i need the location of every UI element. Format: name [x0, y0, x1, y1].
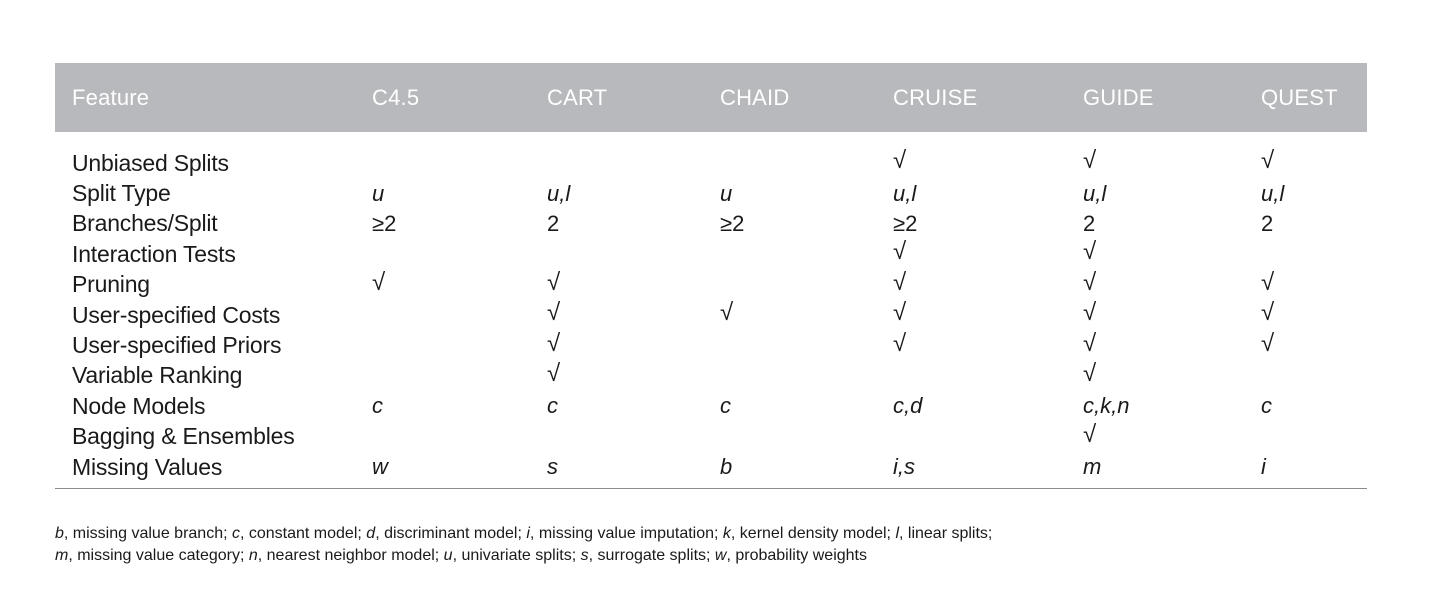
check-mark-icon: √	[893, 147, 907, 175]
cell-cart: s	[547, 454, 558, 480]
cell-cruise: u,l	[893, 180, 917, 206]
cell-cruise	[893, 148, 1083, 178]
cell-quest	[1261, 330, 1367, 360]
check-mark-icon: √	[547, 299, 561, 327]
cell-cart: 2	[547, 210, 560, 236]
footnote-abbreviation: n	[248, 547, 258, 564]
footnote-definition: , discriminant model;	[375, 525, 527, 542]
check-mark-icon: √	[1083, 420, 1097, 448]
cell-guide: u,l	[1083, 180, 1107, 206]
table-row	[55, 270, 1367, 300]
cell-chaid: ≥2	[720, 210, 745, 236]
feature-label: Unbiased Splits	[72, 149, 229, 176]
check-mark-icon: √	[372, 268, 386, 296]
cell-guide	[1083, 239, 1261, 269]
feature-label: Branches/Split	[72, 210, 218, 237]
header-cart: CART	[547, 84, 608, 110]
cell-cruise: i,s	[893, 454, 915, 480]
footnote-definition: , missing value imputation;	[529, 525, 723, 542]
footnote-abbreviation: d	[366, 525, 376, 542]
cell-cart	[547, 330, 720, 360]
check-mark-icon: √	[893, 299, 907, 327]
cell-chaid	[720, 422, 893, 452]
feature-label: Missing Values	[72, 453, 223, 480]
cell-guide: 2	[1083, 210, 1096, 236]
feature-label: Bagging & Ensembles	[72, 423, 295, 450]
cell-cruise	[893, 330, 1083, 360]
feature-label: Split Type	[72, 180, 171, 207]
cell-cart	[547, 300, 720, 330]
check-mark-icon: √	[547, 329, 561, 357]
decision-tree-feature-table	[55, 63, 1367, 488]
footnote-line-1	[55, 523, 1355, 545]
table-row	[55, 209, 1367, 239]
cell-cruise	[893, 239, 1083, 269]
header-spacer	[55, 132, 1367, 148]
table-row	[55, 452, 1367, 488]
cell-cart	[547, 361, 720, 391]
cell-quest	[1261, 300, 1367, 330]
cell-guide: m	[1083, 454, 1102, 480]
check-mark-icon: √	[547, 359, 561, 387]
cell-quest: 2	[1261, 210, 1274, 236]
table-header	[55, 63, 1367, 132]
footnote-definition: , kernel density model;	[730, 525, 896, 542]
cell-chaid	[720, 300, 893, 330]
cell-quest	[1261, 270, 1367, 300]
check-mark-icon: √	[1083, 359, 1097, 387]
cell-c45: ≥2	[372, 210, 397, 236]
cell-cruise: c,d	[893, 393, 923, 419]
feature-label: Variable Ranking	[72, 362, 243, 389]
cell-c45	[372, 148, 547, 178]
cell-c45: u	[372, 180, 385, 206]
cell-quest: i	[1261, 454, 1266, 480]
cell-c45	[372, 330, 547, 360]
footnote-definition: , linear splits;	[899, 525, 993, 542]
footnote-abbreviation: u	[443, 547, 453, 564]
cell-c45	[372, 361, 547, 391]
cell-cruise	[893, 300, 1083, 330]
cell-chaid	[720, 148, 893, 178]
check-mark-icon: √	[1261, 147, 1275, 175]
cell-cart	[547, 422, 720, 452]
table-row	[55, 391, 1367, 421]
footnote-abbreviation: b	[55, 525, 64, 542]
check-mark-icon: √	[1261, 299, 1275, 327]
footnote-abbreviation: m	[55, 547, 69, 564]
footnote-definition: , probability weights	[726, 547, 867, 564]
cell-c45	[372, 422, 547, 452]
cell-c45	[372, 239, 547, 269]
check-mark-icon: √	[893, 268, 907, 296]
header-cruise: CRUISE	[893, 84, 978, 110]
cell-guide	[1083, 422, 1261, 452]
cell-chaid	[720, 239, 893, 269]
cell-guide	[1083, 148, 1261, 178]
check-mark-icon: √	[893, 238, 907, 266]
cell-c45: c	[372, 393, 383, 419]
cell-cart	[547, 239, 720, 269]
header-quest: QUEST	[1261, 84, 1338, 110]
cell-cruise	[893, 361, 1083, 391]
feature-label: Pruning	[72, 271, 150, 298]
cell-cart: u,l	[547, 180, 571, 206]
footnote-abbreviation: i	[526, 525, 530, 542]
cell-guide	[1083, 270, 1261, 300]
table-row	[55, 178, 1367, 208]
table-bottom-rule	[55, 488, 1367, 489]
cell-cruise: ≥2	[893, 210, 918, 236]
check-mark-icon: √	[547, 268, 561, 296]
footnote-abbreviation: c	[231, 525, 240, 542]
cell-chaid	[720, 270, 893, 300]
cell-chaid: c	[720, 393, 731, 419]
header-feature: Feature	[72, 84, 150, 110]
cell-quest	[1261, 361, 1367, 391]
feature-label: Node Models	[72, 392, 206, 419]
table-row	[55, 300, 1367, 330]
footnote-definition: , univariate splits;	[452, 547, 581, 564]
cell-cart	[547, 148, 720, 178]
cell-chaid	[720, 330, 893, 360]
check-mark-icon: √	[1261, 329, 1275, 357]
cell-c45	[372, 270, 547, 300]
comparison-table-wrapper	[55, 63, 1367, 489]
check-mark-icon: √	[1083, 329, 1097, 357]
table-row	[55, 148, 1367, 178]
table-row	[55, 422, 1367, 452]
header-guide: GUIDE	[1083, 84, 1154, 110]
cell-quest: u,l	[1261, 180, 1285, 206]
check-mark-icon: √	[720, 299, 734, 327]
cell-chaid: u	[720, 180, 733, 206]
footnote-definition: , missing value category;	[68, 547, 249, 564]
cell-cart: c	[547, 393, 558, 419]
cell-guide: c,k,n	[1083, 393, 1130, 419]
footnote-abbreviation: w	[714, 547, 727, 564]
cell-cart	[547, 270, 720, 300]
cell-guide	[1083, 361, 1261, 391]
feature-label: Interaction Tests	[72, 240, 236, 267]
cell-cruise	[893, 422, 1083, 452]
footnote-definition: , missing value branch;	[63, 525, 232, 542]
feature-label: User-specified Costs	[72, 301, 281, 328]
cell-quest	[1261, 239, 1367, 269]
check-mark-icon: √	[1083, 147, 1097, 175]
check-mark-icon: √	[1083, 268, 1097, 296]
table-body	[55, 132, 1367, 488]
cell-chaid: b	[720, 454, 733, 480]
cell-guide	[1083, 330, 1261, 360]
check-mark-icon: √	[1083, 299, 1097, 327]
footnote-line-2	[55, 545, 1355, 567]
footnote-definition: , nearest neighbor model;	[257, 547, 444, 564]
header-chaid: CHAID	[720, 84, 790, 110]
feature-label: User-specified Priors	[72, 332, 282, 359]
cell-quest	[1261, 148, 1367, 178]
footnote-definition: , surrogate splits;	[588, 547, 715, 564]
cell-chaid	[720, 361, 893, 391]
footnote-abbreviation: k	[722, 525, 731, 542]
check-mark-icon: √	[1083, 238, 1097, 266]
footnote-abbreviation: s	[580, 547, 589, 564]
table-row	[55, 239, 1367, 269]
footnote-definition: , constant model;	[239, 525, 367, 542]
footnote-abbreviation: l	[895, 525, 899, 542]
cell-cruise	[893, 270, 1083, 300]
header-row	[55, 63, 1367, 132]
header-c45: C4.5	[372, 84, 420, 110]
cell-guide	[1083, 300, 1261, 330]
table-row	[55, 330, 1367, 360]
table-row	[55, 361, 1367, 391]
table-footnote	[55, 523, 1355, 567]
check-mark-icon: √	[893, 329, 907, 357]
cell-c45	[372, 300, 547, 330]
cell-quest: c	[1261, 393, 1272, 419]
cell-c45: w	[372, 454, 388, 480]
check-mark-icon: √	[1261, 268, 1275, 296]
cell-quest	[1261, 422, 1367, 452]
